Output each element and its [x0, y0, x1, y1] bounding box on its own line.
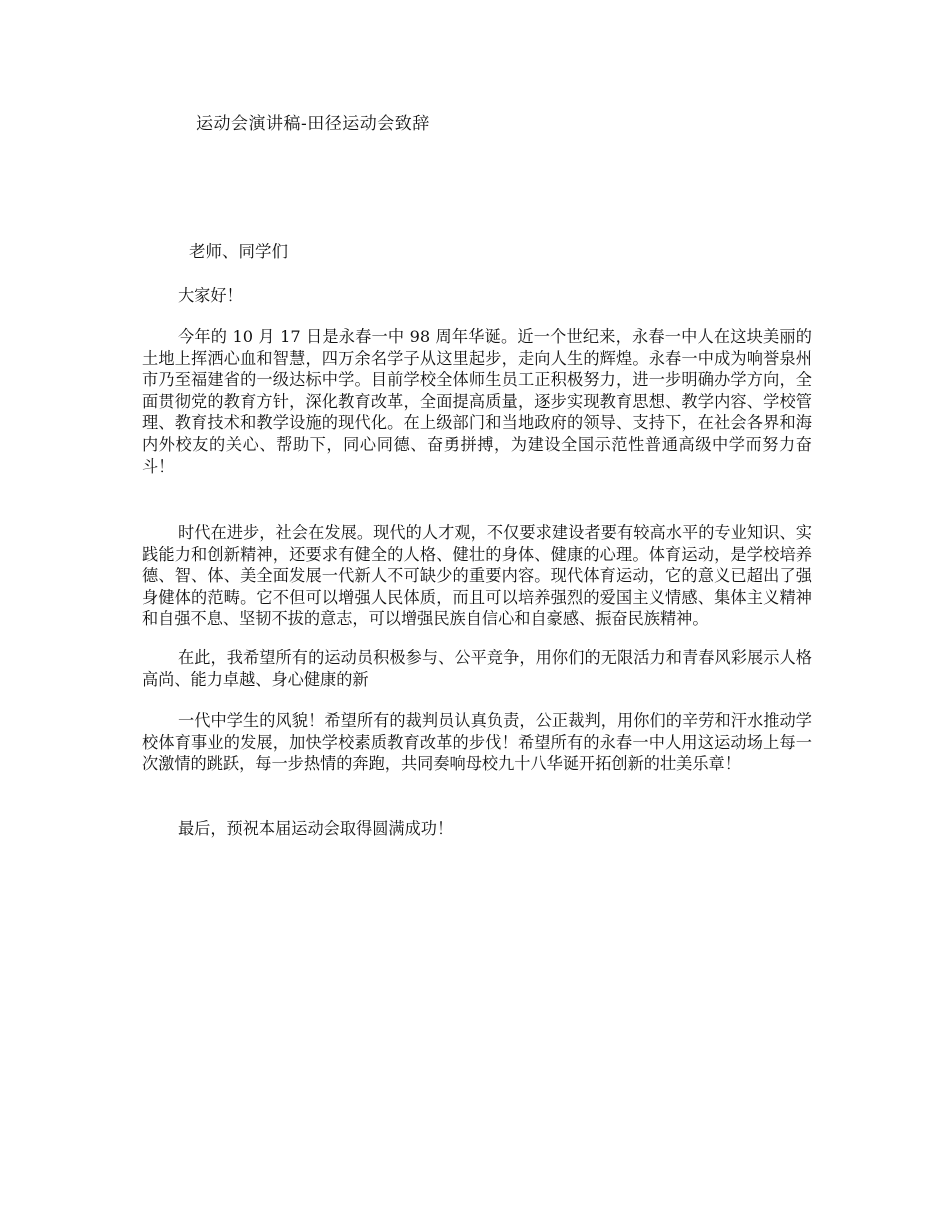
paragraph: 一代中学生的风貌！希望所有的裁判员认真负责，公正裁判，用你们的辛劳和汗水推动学校体育事业的发展，加快学校素质教育改革的步伐！希望所有的永春一中人用这运动场上每一次激情的跳跃，每一步热情的奔跑，共同奏响母校九十八华诞开拓创新的壮美乐章！ — [142, 711, 812, 774]
paragraph-4-block — [142, 710, 812, 775]
salutation: 老师、同学们 — [189, 242, 288, 261]
paragraph: 时代在进步，社会在发展。现代的人才观，不仅要求建设者要有较高水平的专业知识、实践能力和创新精神，还要求有健全的人格、健壮的身体、健康的心理。体育运动，是学校培养德、智、体、美全面发展一代新人不可缺少的重要内容。现代体育运动，它的意义已超出了强身健体的范畴。它不但可以增强人民体质，而且可以培养强烈的爱国主义情感、集体主义精神和自强不息、坚韧不拔的意志，可以增强民族自信心和自豪感、振奋民族精神。 — [142, 523, 812, 629]
paragraph-2-block — [142, 522, 812, 630]
paragraph-1-block — [142, 326, 812, 477]
greeting: 大家好！ — [178, 286, 243, 305]
paragraph: 今年的 10 月 17 日是永春一中 98 周年华诞。近一个世纪来，永春一中人在这块美丽的土地上挥洒心血和智慧，四万余名学子从这里起步，走向人生的辉煌。永春一中成为响誉泉州市乃至福建省的一级达标中学。目前学校全体师生员工正积极努力，进一步明确办学方向，全面贯彻党的教育方针，深化教育改革，全面提高质量，逐步实现教育思想、教学内容、学校管理、教育技术和教学设施的现代化。在上级部门和当地政府的领导、支持下，在社会各界和海内外校友的关心、帮助下，同心同德、奋勇拼搏，为建设全国示范性普通高级中学而努力奋斗！ — [142, 327, 812, 476]
paragraph-3-block — [142, 647, 812, 690]
closing-paragraph: 最后，预祝本届运动会取得圆满成功！ — [178, 819, 454, 838]
paragraph-5-block — [142, 818, 812, 840]
document-title: 运动会演讲稿-田径运动会致辞 — [196, 114, 430, 134]
paragraph: 在此，我希望所有的运动员积极参与、公平竞争，用你们的无限活力和青春风彩展示人格高尚、能力卓越、身心健康的新 — [142, 648, 812, 689]
